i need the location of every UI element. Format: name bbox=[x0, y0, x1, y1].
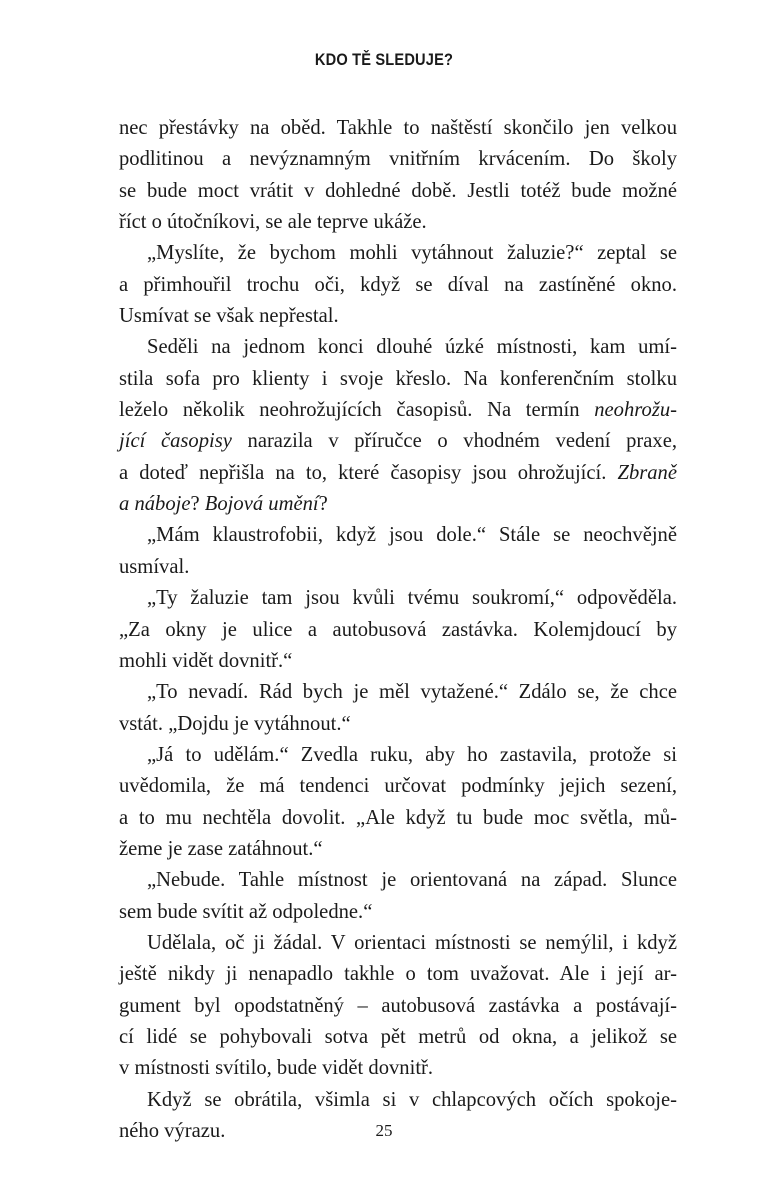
text-line: sem bude svítit až odpoledne.“ bbox=[119, 900, 373, 923]
page-number: 25 bbox=[375, 1121, 393, 1140]
text-line: ještě nikdy ji nenapadlo takhle o tom uvažovat. Ale i její ar- bbox=[119, 963, 677, 986]
text-line: ného výrazu. bbox=[119, 1120, 226, 1142]
text-line: uvědomila, že má tendenci určovat podmínky jejich sezení, bbox=[119, 775, 677, 798]
italic-run: Bojová umění bbox=[204, 493, 319, 516]
text-line: a to mu nechtěla dovolit. „Ale když tu bude moc světla, mů- bbox=[119, 806, 677, 829]
text-run: leželo několik neohrožujících časopisů. Na termín bbox=[119, 399, 595, 422]
text-line: říct o útočníkovi, se ale teprve ukáže. bbox=[119, 211, 427, 234]
text-line bbox=[119, 426, 677, 457]
text-line bbox=[119, 395, 677, 426]
text-run: ? bbox=[318, 493, 328, 516]
text-line: „Já to udělám.“ Zvedla ruku, aby ho zastavila, protože si bbox=[147, 743, 677, 766]
text-line: „Mám klaustrofobii, když jsou dole.“ Stále se neochvějně bbox=[147, 524, 677, 547]
italic-run: a náboje bbox=[119, 493, 191, 516]
text-line: Usmívat se však nepřestal. bbox=[119, 305, 339, 328]
body-text bbox=[119, 113, 677, 1147]
italic-run: Zbraně bbox=[617, 461, 677, 484]
text-line: v místnosti svítilo, bude vidět dovnitř. bbox=[119, 1057, 434, 1080]
text-run: ? bbox=[190, 493, 205, 516]
running-head: KDO TĚ SLEDUJE? bbox=[314, 50, 454, 69]
text-line: vstát. „Dojdu je vytáhnout.“ bbox=[119, 712, 351, 735]
text-line bbox=[119, 489, 677, 520]
text-line: „Nebude. Tahle místnost je orientovaná na západ. Slunce bbox=[147, 869, 677, 892]
text-run: a doteď nepřišla na to, které časopisy jsou ohrožující. bbox=[119, 461, 618, 484]
text-line: podlitinou a nevýznamným vnitřním krvácením. Do školy bbox=[119, 148, 677, 171]
text-line: usmíval. bbox=[119, 555, 190, 578]
text-line: mohli vidět dovnitř.“ bbox=[119, 649, 293, 672]
text-line: Udělala, oč ji žádal. V orientaci místnosti se nemýlil, i když bbox=[147, 931, 677, 954]
text-line: cí lidé se pohybovali sotva pět metrů od okna, a jelikož se bbox=[119, 1025, 677, 1048]
text-line: a přimhouřil trochu oči, když se díval na zastíněné okno. bbox=[119, 273, 677, 296]
text-line: se bude moct vrátit v dohledné době. Jestli totéž bude možné bbox=[119, 179, 677, 202]
text-run: narazila v příručce o vhodném vedení praxe, bbox=[231, 430, 677, 453]
text-line: „Za okny je ulice a autobusová zastávka. Kolemjdoucí by bbox=[119, 618, 677, 641]
text-line: Seděli na jednom konci dlouhé úzké místnosti, kam umí- bbox=[147, 336, 677, 359]
text-line: „Myslíte, že bychom mohli vytáhnout žaluzie?“ zeptal se bbox=[147, 242, 677, 265]
text-line: „To nevadí. Rád bych je měl vytažené.“ Zdálo se, že chce bbox=[147, 681, 677, 704]
text-line: žeme je zase zatáhnout.“ bbox=[119, 837, 323, 860]
italic-run: jící časopisy bbox=[119, 430, 232, 453]
text-line: „Ty žaluzie tam jsou kvůli tvému soukromí,“ odpověděla. bbox=[147, 587, 677, 610]
text-line: gument byl opodstatněný – autobusová zastávka a postávají- bbox=[119, 994, 677, 1017]
text-line: stila sofa pro klienty i svoje křeslo. Na konferenčním stolku bbox=[119, 367, 677, 390]
text-line: Když se obrátila, všimla si v chlapcových očích spokoje- bbox=[147, 1088, 677, 1111]
text-line bbox=[119, 458, 677, 489]
italic-run: neohrožu- bbox=[594, 399, 677, 422]
text-line: nec přestávky na oběd. Takhle to naštěstí skončilo jen velkou bbox=[119, 117, 677, 139]
